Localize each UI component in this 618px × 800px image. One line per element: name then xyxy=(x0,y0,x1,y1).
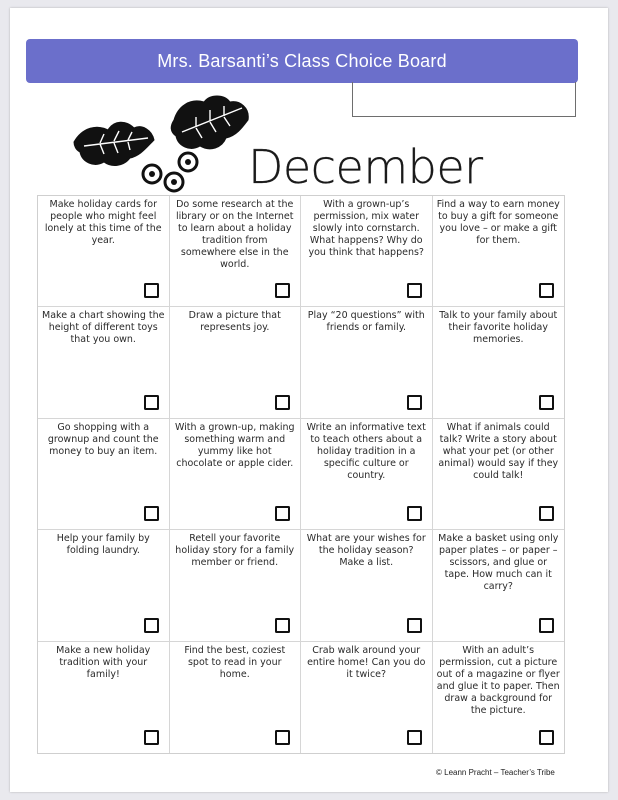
choice-cell xyxy=(38,419,170,530)
choice-cell xyxy=(301,642,433,753)
choice-cell xyxy=(170,307,302,418)
choice-cell-text: Draw a picture that represents joy. xyxy=(188,310,281,334)
choice-cell-text: What are your wishes for the holiday season? Make a list. xyxy=(306,533,426,569)
choice-cell xyxy=(301,419,433,530)
checkbox[interactable] xyxy=(144,283,159,298)
choice-cell xyxy=(170,196,302,307)
choice-cell-text: Go shopping with a grownup and count the money to buy an item. xyxy=(47,421,159,457)
checkbox[interactable] xyxy=(407,395,422,410)
choice-cell-text: Talk to your family about their favorite holiday memories. xyxy=(439,310,558,346)
checkbox[interactable] xyxy=(539,730,554,745)
checkbox[interactable] xyxy=(407,506,422,521)
choice-cell-text: What if animals could talk? Write a story about what your pet (or other animal) would say if they could talk! xyxy=(438,421,559,481)
choice-cell xyxy=(433,530,565,641)
choice-cell-text: Write an informative text to teach others about a holiday tradition in a specific culture or country. xyxy=(306,421,426,481)
choice-cell xyxy=(170,530,302,641)
holly-icon xyxy=(64,90,269,200)
choice-cell-text: Crab walk around your entire home! Can you do it twice? xyxy=(307,644,426,680)
checkbox[interactable] xyxy=(144,730,159,745)
choice-cell xyxy=(38,196,170,307)
checkbox[interactable] xyxy=(144,618,159,633)
copyright-text: © Leann Pracht – Teacher’s Tribe xyxy=(436,768,555,777)
checkbox[interactable] xyxy=(539,618,554,633)
checkbox[interactable] xyxy=(144,395,159,410)
choice-cell xyxy=(38,642,170,753)
choice-cell-text: Find the best, coziest spot to read in your home. xyxy=(184,644,286,680)
choice-cell xyxy=(170,419,302,530)
choice-cell-text: Make a chart showing the height of different toys that you own. xyxy=(42,310,165,346)
checkbox[interactable] xyxy=(539,506,554,521)
choice-cell xyxy=(170,642,302,753)
checkbox[interactable] xyxy=(407,283,422,298)
checkbox[interactable] xyxy=(275,618,290,633)
checkbox[interactable] xyxy=(144,506,159,521)
choice-cell xyxy=(433,642,565,753)
choice-cell-text: Retell your favorite holiday story for a family member or friend. xyxy=(175,533,295,569)
choice-cell-text: Find a way to earn money to buy a gift for someone you love – or make a gift for them. xyxy=(436,199,560,246)
checkbox[interactable] xyxy=(275,283,290,298)
choice-cell-text: Make holiday cards for people who might feel lonely at this time of the year. xyxy=(44,199,162,246)
checkbox[interactable] xyxy=(407,618,422,633)
page-title: Mrs. Barsanti’s Class Choice Board xyxy=(26,39,578,83)
choice-board-grid xyxy=(37,195,565,754)
checkbox[interactable] xyxy=(275,730,290,745)
choice-cell xyxy=(433,196,565,307)
choice-cell xyxy=(433,419,565,530)
choice-cell-text: Make a basket using only paper plates – or paper – scissors, and glue or tape. How much can it carry? xyxy=(438,533,559,593)
choice-cell xyxy=(301,307,433,418)
checkbox[interactable] xyxy=(275,506,290,521)
name-box[interactable] xyxy=(352,82,576,117)
month-heading: December xyxy=(248,140,483,194)
choice-cell-text: With an adult’s permission, cut a picture out of a magazine or flyer and glue it to paper. Then draw a background for the picture. xyxy=(436,644,560,716)
checkbox[interactable] xyxy=(275,395,290,410)
choice-cell xyxy=(433,307,565,418)
checkbox[interactable] xyxy=(407,730,422,745)
choice-cell-text: With a grown-up, making something warm and yummy like hot chocolate or apple cider. xyxy=(174,421,295,469)
checkbox[interactable] xyxy=(539,395,554,410)
choice-cell xyxy=(38,307,170,418)
choice-cell-text: Make a new holiday tradition with your family! xyxy=(56,644,151,680)
choice-cell xyxy=(38,530,170,641)
checkbox[interactable] xyxy=(539,283,554,298)
choice-cell-text: Help your family by folding laundry. xyxy=(56,533,150,557)
choice-cell-text: Do some research at the library or on the Internet to learn about a holiday tradition from somewhere else in the world. xyxy=(175,199,294,270)
choice-cell xyxy=(301,530,433,641)
choice-cell-text: Play “20 questions” with friends or family. xyxy=(307,310,425,334)
choice-cell-text: With a grown-up’s permission, mix water slowly into cornstarch. What happens? Why do you think that happens? xyxy=(308,199,424,258)
choice-cell xyxy=(301,196,433,307)
